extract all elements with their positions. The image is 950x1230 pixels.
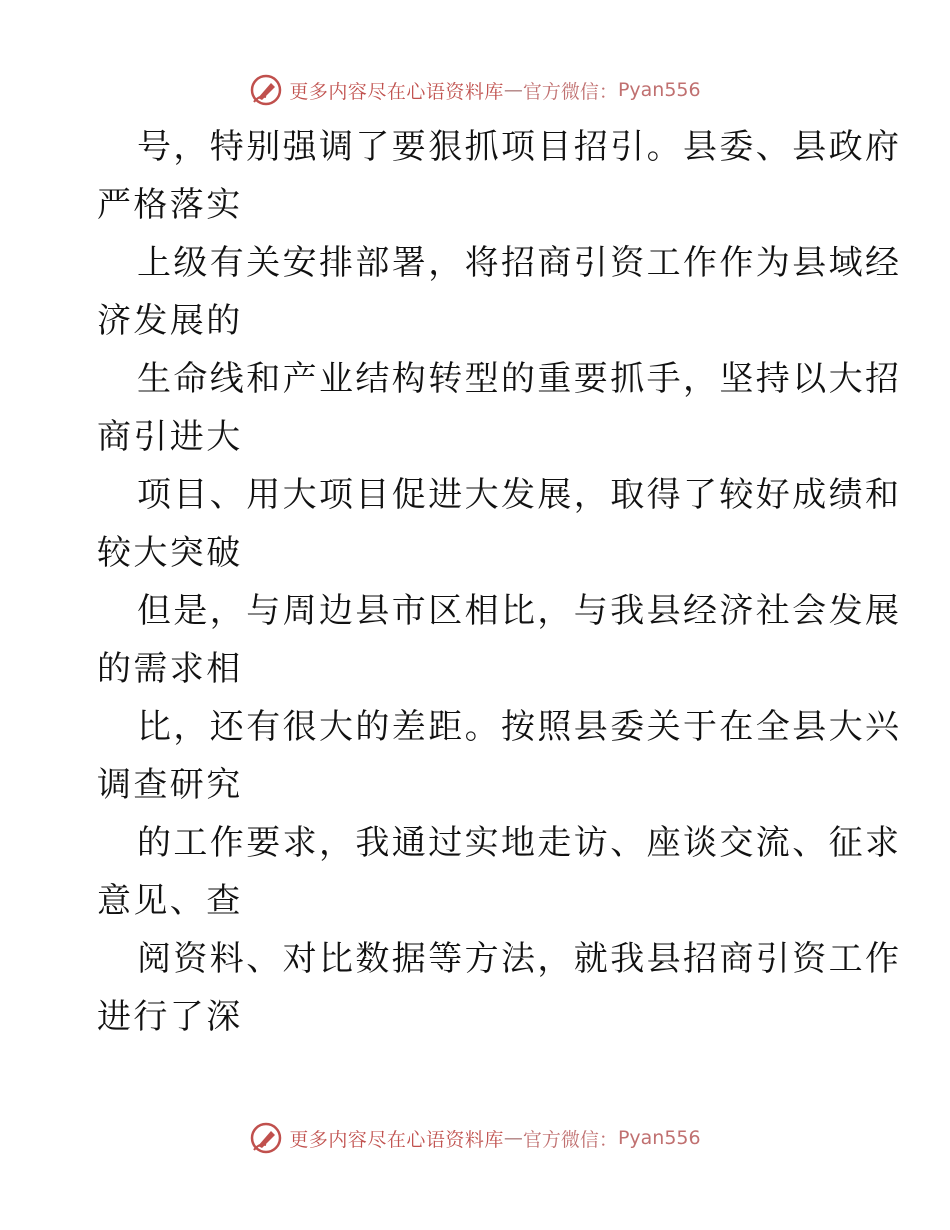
paragraph-line: 比，还有很大的差距。按照县委关于在全县大兴 bbox=[137, 707, 902, 747]
paragraph-line: 上级有关安排部署，将招商引资工作作为县域经 bbox=[137, 243, 902, 283]
paragraph bbox=[97, 466, 902, 582]
document-body bbox=[97, 118, 902, 1046]
watermark-site-text: 更多内容尽在心语资料库 bbox=[289, 1128, 504, 1151]
watermark-contact-label: 官方微信： bbox=[522, 80, 618, 103]
watermark-dash: — bbox=[503, 1127, 523, 1149]
paragraph-line: 号，特别强调了要狠抓项目招引。县委、县政府 bbox=[137, 127, 902, 167]
paragraph bbox=[97, 234, 902, 350]
pen-nib-logo-icon bbox=[249, 73, 283, 107]
paragraph bbox=[97, 698, 902, 814]
paragraph-line: 进行了深 bbox=[97, 997, 243, 1037]
watermark-dash: — bbox=[503, 79, 523, 101]
pen-nib-logo-icon bbox=[249, 1121, 283, 1155]
footer-watermark bbox=[0, 1118, 950, 1158]
paragraph-line: 阅资料、对比数据等方法，就我县招商引资工作 bbox=[137, 939, 902, 979]
watermark-site-text: 更多内容尽在心语资料库 bbox=[289, 80, 504, 103]
paragraph-line: 较大突破 bbox=[97, 533, 243, 573]
paragraph bbox=[97, 814, 902, 930]
paragraph-line: 项目、用大项目促进大发展，取得了较好成绩和 bbox=[137, 475, 902, 515]
watermark-contact-label: 官方微信： bbox=[522, 1128, 618, 1151]
paragraph-line: 生命线和产业结构转型的重要抓手，坚持以大招 bbox=[137, 359, 902, 399]
paragraph bbox=[97, 582, 902, 698]
paragraph-line: 严格落实 bbox=[97, 185, 243, 225]
header-watermark bbox=[0, 70, 950, 110]
paragraph bbox=[97, 930, 902, 1046]
paragraph-line: 但是，与周边县市区相比，与我县经济社会发展 bbox=[137, 591, 902, 631]
watermark-contact-id: Pyan556 bbox=[617, 79, 701, 101]
paragraph-line: 商引进大 bbox=[97, 417, 243, 457]
watermark-contact-id: Pyan556 bbox=[617, 1127, 701, 1149]
paragraph-line: 济发展的 bbox=[97, 301, 243, 341]
paragraph-line: 的工作要求，我通过实地走访、座谈交流、征求 bbox=[137, 823, 902, 863]
paragraph-line: 调查研究 bbox=[97, 765, 243, 805]
paragraph-line: 的需求相 bbox=[97, 649, 243, 689]
paragraph-line: 意见、查 bbox=[97, 881, 243, 921]
paragraph bbox=[97, 118, 902, 234]
paragraph bbox=[97, 350, 902, 466]
